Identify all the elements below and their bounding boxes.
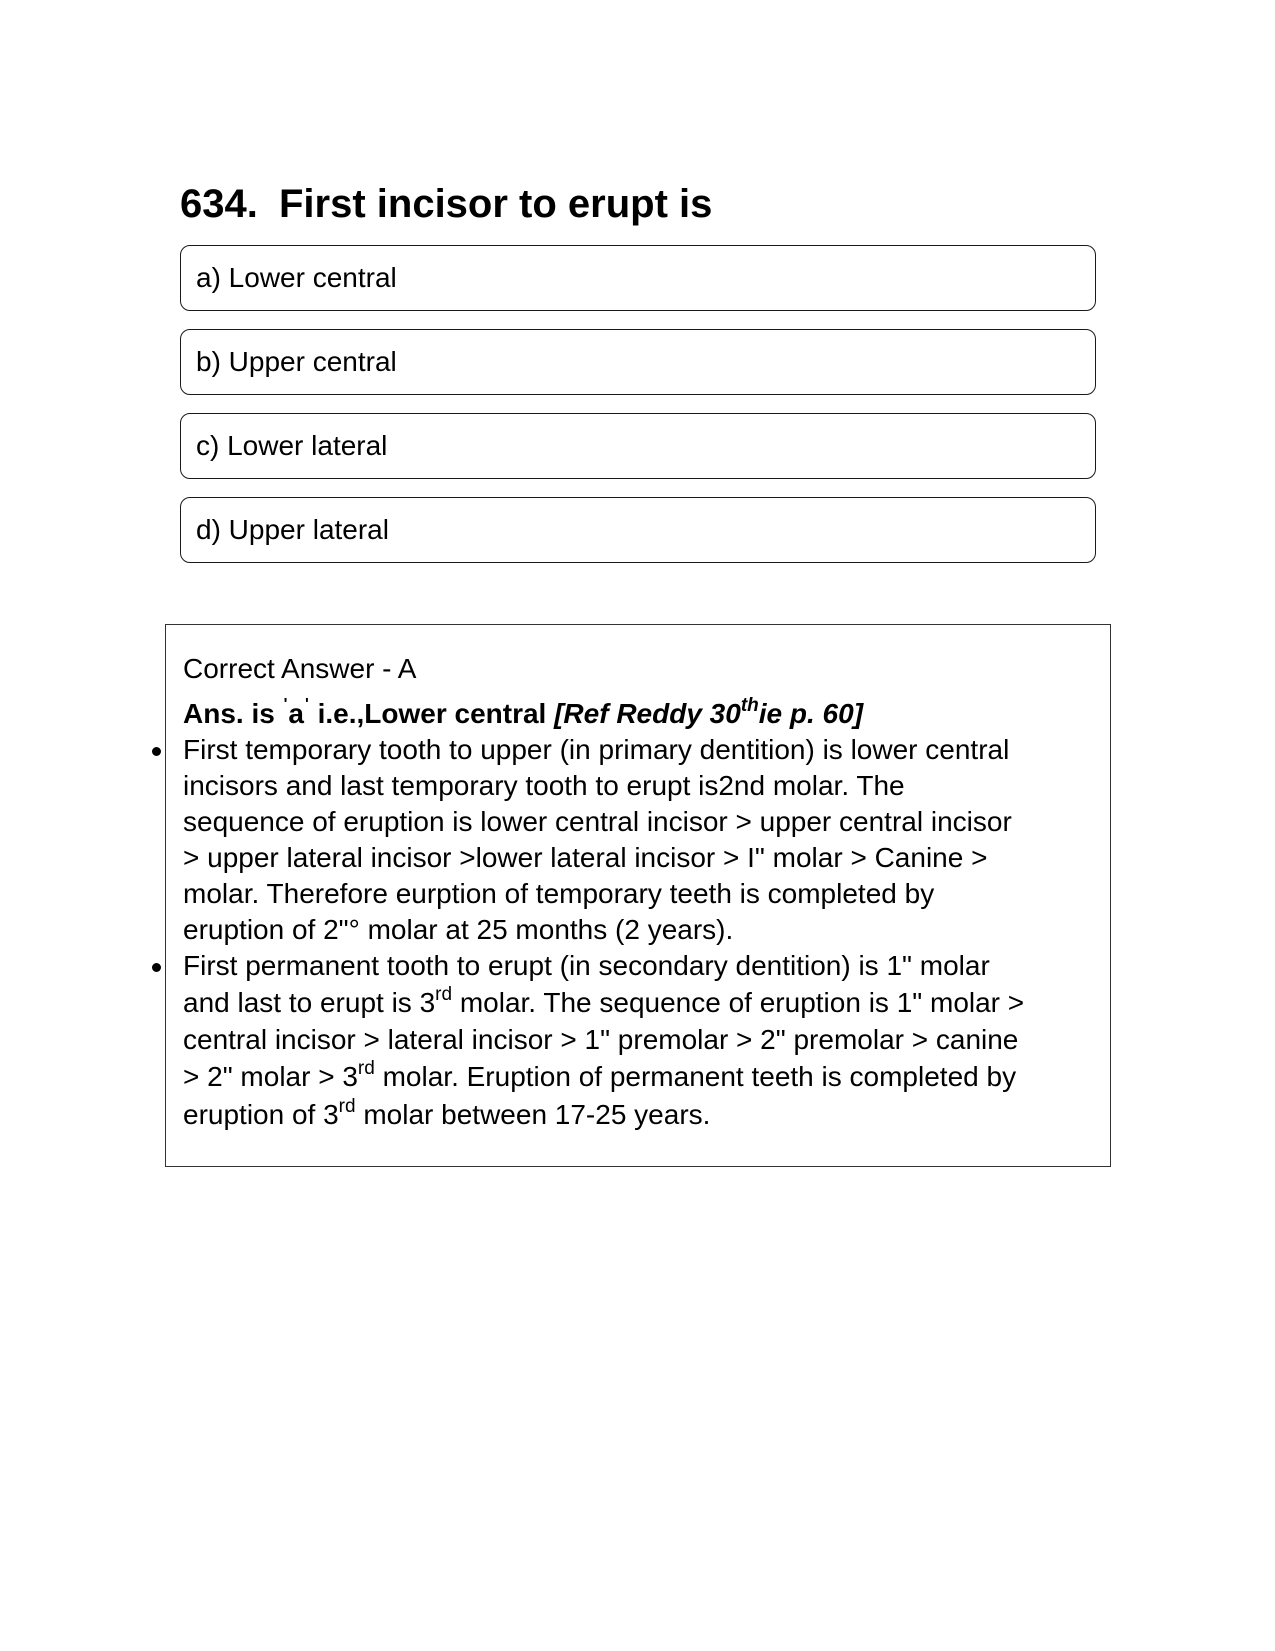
list-item [183, 948, 1083, 1134]
answer-quote-open: ' [283, 696, 288, 713]
answer-reference [554, 695, 864, 729]
text-segment: > 2" molar > 3 [183, 1061, 358, 1092]
superscript: rd [357, 1058, 375, 1079]
list-item [183, 732, 1083, 948]
text-line: eruption of 2"° molar at 25 months (2 years). [183, 914, 734, 945]
option-b[interactable]: b) Upper central [180, 329, 1096, 395]
option-a[interactable]: a) Lower central [180, 245, 1096, 311]
question-number: 634. [180, 182, 258, 226]
bullet-icon [152, 747, 161, 756]
text-segment: molar. The sequence of eruption is 1" molar > [452, 987, 1025, 1018]
answer-explanation-box [165, 624, 1111, 1167]
answer-quote-close: ' [304, 696, 309, 713]
text-line [183, 1058, 1083, 1096]
option-c[interactable]: c) Lower lateral [180, 413, 1096, 479]
text-line [183, 984, 1083, 1022]
text-line: incisors and last temporary tooth to erupt is2nd molar. The [183, 770, 905, 801]
text-line: > upper lateral incisor >lower lateral incisor > I" molar > Canine > [183, 842, 988, 873]
superscript: rd [338, 1096, 356, 1117]
answer-prefix: Ans. is [183, 698, 283, 729]
text-segment: and last to erupt is 3 [183, 987, 436, 1018]
question-heading [180, 178, 712, 230]
reference-end: ie p. 60] [758, 698, 864, 729]
correct-answer-label: Correct Answer - A [183, 653, 417, 684]
text-segment: molar between 17-25 years. [355, 1099, 711, 1130]
answer-content [183, 651, 1083, 1134]
answer-letter: a [288, 698, 304, 729]
reference-superscript: th [740, 695, 759, 716]
text-segment: eruption of 3 [183, 1099, 339, 1130]
answer-mid: i.e.,Lower central [309, 698, 555, 729]
answer-statement [183, 687, 1083, 732]
text-line [183, 1096, 1083, 1134]
reference-start: [Ref Reddy 30 [554, 698, 741, 729]
text-line: First permanent tooth to erupt (in secondary dentition) is 1" molar [183, 950, 990, 981]
bullet-icon [152, 963, 161, 972]
superscript: rd [435, 984, 453, 1005]
text-line: First temporary tooth to upper (in primary dentition) is lower central [183, 734, 1010, 765]
text-line: sequence of eruption is lower central incisor > upper central incisor [183, 806, 1012, 837]
text-segment: molar. Eruption of permanent teeth is completed by [374, 1061, 1017, 1092]
explanation-list [183, 732, 1083, 1134]
option-d[interactable]: d) Upper lateral [180, 497, 1096, 563]
question-text: First incisor to erupt is [278, 182, 713, 226]
text-line: molar. Therefore eurption of temporary teeth is completed by [183, 878, 935, 909]
text-line: central incisor > lateral incisor > 1" premolar > 2" premolar > canine [183, 1024, 1019, 1055]
